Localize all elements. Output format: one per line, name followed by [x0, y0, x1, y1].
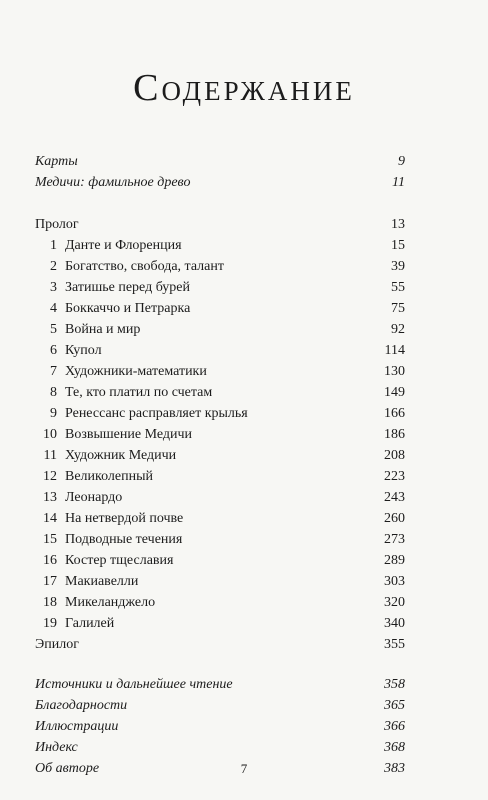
chapter-number: 4	[50, 301, 57, 316]
chapter-title: Возвышение Медичи	[65, 427, 193, 442]
toc-chapter-row	[35, 319, 405, 340]
chapter-title: Богатство, свобода, талант	[65, 259, 224, 274]
toc-entry-label: Об авторе	[35, 761, 100, 776]
toc-entry-prologue	[35, 214, 405, 235]
toc-entry-page: 366	[384, 719, 405, 734]
toc-entry-label: Иллюстрации	[35, 719, 119, 734]
toc-entry-family-tree	[35, 172, 405, 193]
toc-chapter-row	[35, 487, 405, 508]
chapter-title: Затишье перед бурей	[65, 280, 191, 295]
chapter-title: Те, кто платил по счетам	[65, 385, 213, 400]
chapter-page: 75	[391, 301, 405, 316]
chapter-page: 260	[384, 511, 405, 526]
section-spacer	[35, 655, 405, 674]
chapter-page: 243	[384, 490, 405, 505]
chapter-title: Боккаччо и Петрарка	[65, 301, 191, 316]
chapter-number: 5	[50, 322, 57, 337]
chapter-page: 186	[384, 427, 405, 442]
toc-entry-page: 383	[384, 761, 405, 776]
toc-entry-page: 9	[398, 154, 405, 169]
toc-entry-sources	[35, 674, 405, 695]
toc-entry-label: Источники и дальнейшее чтение	[35, 677, 233, 692]
chapter-number: 16	[43, 553, 57, 568]
chapter-number: 1	[50, 238, 57, 253]
toc-chapter-row	[35, 445, 405, 466]
chapter-number: 2	[50, 259, 57, 274]
toc-entry-page: 365	[384, 698, 405, 713]
toc-chapter-row	[35, 298, 405, 319]
toc-chapter-row	[35, 256, 405, 277]
chapter-title: Война и мир	[65, 322, 141, 337]
chapter-page: 149	[384, 385, 405, 400]
chapter-title: На нетвердой почве	[65, 511, 184, 526]
toc-chapter-row	[35, 403, 405, 424]
toc-entry-page: 358	[384, 677, 405, 692]
chapter-page: 340	[384, 616, 405, 631]
toc-chapter-row	[35, 235, 405, 256]
chapter-number: 14	[43, 511, 57, 526]
chapter-number: 11	[43, 448, 57, 463]
chapter-page: 289	[384, 553, 405, 568]
chapter-title: Художник Медичи	[65, 448, 177, 463]
chapter-title: Ренессанс расправляет крылья	[65, 406, 248, 421]
chapter-number: 13	[43, 490, 57, 505]
toc-chapter-row	[35, 592, 405, 613]
chapter-number: 19	[43, 616, 57, 631]
toc-entry-page: 13	[391, 217, 405, 232]
toc-entry-page: 368	[384, 740, 405, 755]
chapter-page: 273	[384, 532, 405, 547]
toc-entry-maps	[35, 151, 405, 172]
chapter-title: Художники-математики	[65, 364, 207, 379]
chapter-page: 55	[391, 280, 405, 295]
toc-entry-page: 355	[384, 637, 405, 652]
chapter-number: 17	[43, 574, 57, 589]
toc-chapter-row	[35, 529, 405, 550]
chapter-number: 12	[43, 469, 57, 484]
toc-chapter-row	[35, 424, 405, 445]
page-number: 7	[240, 761, 248, 776]
chapter-page: 223	[384, 469, 405, 484]
chapter-title: Костер тщеславия	[65, 553, 174, 568]
page-title: Содержание	[133, 67, 355, 109]
chapter-page: 15	[391, 238, 405, 253]
chapter-page: 114	[384, 343, 405, 358]
chapter-page: 166	[384, 406, 405, 421]
chapter-number: 9	[50, 406, 57, 421]
chapter-title: Великолепный	[65, 469, 154, 484]
toc-chapter-row	[35, 340, 405, 361]
toc-entry-acknowledgements	[35, 695, 405, 716]
toc-chapter-row	[35, 277, 405, 298]
chapter-number: 7	[50, 364, 57, 379]
chapter-number: 15	[43, 532, 57, 547]
toc-entry-illustrations	[35, 716, 405, 737]
toc-entry-label: Медичи: фамильное древо	[35, 175, 191, 190]
chapter-title: Данте и Флоренция	[65, 238, 182, 253]
chapter-number: 3	[50, 280, 57, 295]
chapter-title: Микеланджело	[65, 595, 156, 610]
chapter-page: 320	[384, 595, 405, 610]
toc-chapter-row	[35, 550, 405, 571]
chapter-page: 208	[384, 448, 405, 463]
toc-chapter-row	[35, 466, 405, 487]
toc-entry-index	[35, 737, 405, 758]
toc-chapter-row	[35, 361, 405, 382]
chapter-page: 303	[384, 574, 405, 589]
chapter-title: Макиавелли	[65, 574, 139, 589]
chapter-number: 6	[50, 343, 57, 358]
chapter-page: 130	[384, 364, 405, 379]
chapter-title: Леонардо	[65, 490, 123, 505]
toc-entry-label: Благодарности	[35, 698, 128, 713]
chapter-number: 18	[43, 595, 57, 610]
toc-chapter-row	[35, 613, 405, 634]
chapter-title: Подводные течения	[65, 532, 183, 547]
chapter-number: 8	[50, 385, 57, 400]
section-spacer	[35, 193, 405, 214]
toc-entry-label: Карты	[35, 154, 78, 169]
toc-entry-epilogue	[35, 634, 405, 655]
toc-chapter-row	[35, 508, 405, 529]
toc-entry-label: Пролог	[35, 217, 79, 232]
chapter-page: 92	[391, 322, 405, 337]
toc-entry-label: Индекс	[35, 740, 78, 755]
toc-chapter-row	[35, 382, 405, 403]
chapter-number: 10	[43, 427, 57, 442]
chapter-page: 39	[391, 259, 405, 274]
chapter-title: Купол	[65, 343, 102, 358]
toc-chapter-row	[35, 571, 405, 592]
chapter-title: Галилей	[65, 616, 115, 631]
toc-entry-page: 11	[392, 175, 405, 190]
toc-entry-label: Эпилог	[35, 637, 79, 652]
table-of-contents	[35, 151, 405, 779]
